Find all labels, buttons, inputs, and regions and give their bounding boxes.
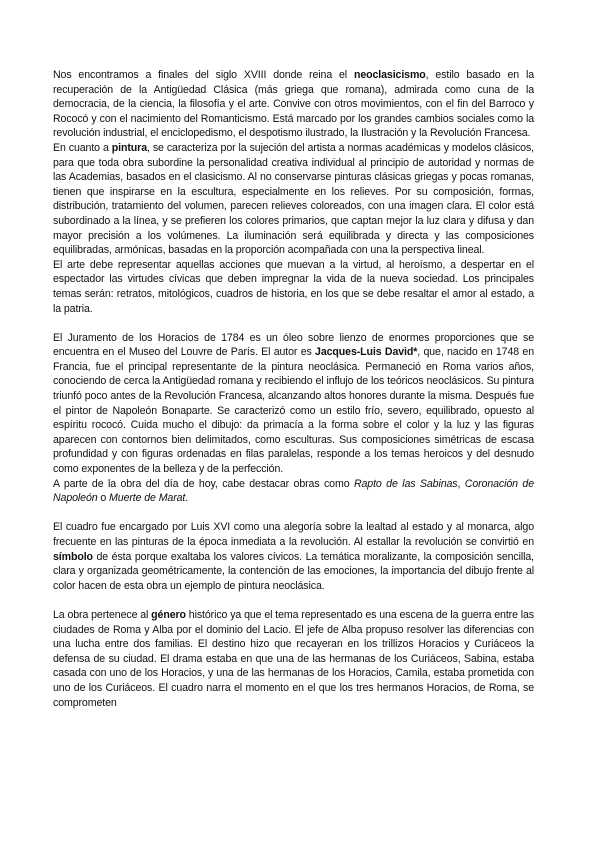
paragraph-spacer [53, 506, 534, 521]
paragraph-arte: El arte debe representar aquellas acciones que muevan a la virtud, al heroísmo, a despertar en el espectador las virtudes cívicas que deben impregnar la vida de la nueva sociedad. Los principales temas serán: retratos, mitológicos, cuadros de historia, en los que se debe resaltar el amor al estado, a la patria. [53, 258, 534, 315]
paragraph-neoclasicismo: Nos encontramos a finales del siglo XVIII donde reina el neoclasicismo, estilo basado en la recuperación de la Antigüedad Clásica (más griega que romana), admirada como cuna de la democracia, de la ciencia, la filosofía y el arte. Convive con otros movimientos, con el fin del Barroco y Rococó y con el nacimiento del Romanticismo. Está marcado por los grandes cambios sociales como la revolución industrial, el enciclopedismo, el despotismo ilustrado, la Ilustración y la Revolución Francesa. [53, 69, 534, 140]
paragraph-spacer [53, 593, 534, 608]
keyword-neoclasicismo: neoclasicismo [353, 69, 426, 81]
paragraph-encargo: El cuadro fue encargado por Luis XVI como una alegoría sobre la lealtad al estado y al monarca, algo frecuente en las pinturas de la época inmediata a la revolución. Al estallar la revolución se convirtió en símbolo de ésta porque exaltaba los valores cívicos. La temática moralizante, la composición sencilla, clara y organizada geométricamente, la contención de las emociones, la importancia del dibujo frente al color hacen de esta obra un ejemplo de pintura neoclásica. [53, 521, 534, 592]
keyword-genero: género [151, 608, 186, 621]
paragraph-genero: La obra pertenece al género histórico ya que el tema representado es una escena de la guerra entre las ciudades de Roma y Alba por el dominio del Lacio. El jefe de Alba propuso resolver las diferencias con una lucha entre dos familias. El destino hizo que recayeran en los trillizos Horacios y Curiáceos la defensa de su ciudad. El drama estaba en que una de las hermanas de los Curiáceos, Sabina, estaba casada con uno de los Horacios, y una de las hermanas de los Horacios, Camila, estaba prometida con uno de los Curiáceos. El cuadro narra el momento en el que los tres hermanos Horacios, de Roma, se comprometen [53, 608, 535, 709]
paragraph-spacer [53, 316, 534, 331]
paragraph-otras-obras: A parte de la obra del día de hoy, cabe destacar obras como Rapto de las Sabinas, Coronación de Napoleón o Muerte de Marat. [53, 477, 534, 505]
work-title: Muerte de Marat [109, 492, 186, 505]
work-title: Coronación de Napoleón [53, 477, 534, 505]
paragraph-pintura: En cuanto a pintura, se caracteriza por la sujeción del artista a normas académicas y modelos clásicos, para que toda obra subordine la personalidad creativa individual al principio de autoridad y normas de las Academias, basados en el clasicismo. Al no conservarse pinturas clásicas griegas y pocas romanas, tienen que inspirarse en la escultura, especialmente en los relieves. Por su composición, formas, distribución, tratamiento del volumen, parecen relieves coloreados, con una imagen clara. El color está subordinado a la línea, y se prefieren los colores primarios, que captan mejor la luz clara y difusa y dan mayor precisión a los volúmenes. La iluminación será equilibrada y directa y las composiciones equilibradas, armónicas, basadas en la proporción acompañada con una la perspectiva lineal. [53, 141, 534, 257]
keyword-simbolo: símbolo [53, 550, 93, 563]
paragraph-juramento: El Juramento de los Horacios de 1784 es un óleo sobre lienzo de enormes proporciones que se encuentra en el Museo del Louvre de París. El autor es Jacques-Luis David*, que, nacido en 1748 en Francia, fue el principal representante de la pintura neoclásica. Permaneció en Roma varios años, conociendo de cerca la Antigüedad romana y recibiendo el influjo de los teóricos neoclásicos. Su pintura triunfó poco antes de la Revolución Francesa, alcanzando altos honores durante la misma. Después fue el pintor de Napoleón Bonaparte. Se caracterizó como un estilo frío, severo, equilibrado, opuesto al espíritu rococó. Cuida mucho el dibujo: da primacía a la forma sobre el color y la luz y las figuras aparecen con contornos bien delimitados, como esculturas. Sus composiciones simétricas de escasa profundidad y con figuras ordenadas en filas paralelas, responde a los temas heroicos y del desnudo como exponentes de la belleza y de la perfección. [53, 331, 534, 476]
keyword-author: Jacques-Luis David* [315, 346, 418, 359]
keyword-pintura: pintura [111, 141, 147, 154]
work-title: Rapto de las Sabinas [353, 477, 458, 490]
